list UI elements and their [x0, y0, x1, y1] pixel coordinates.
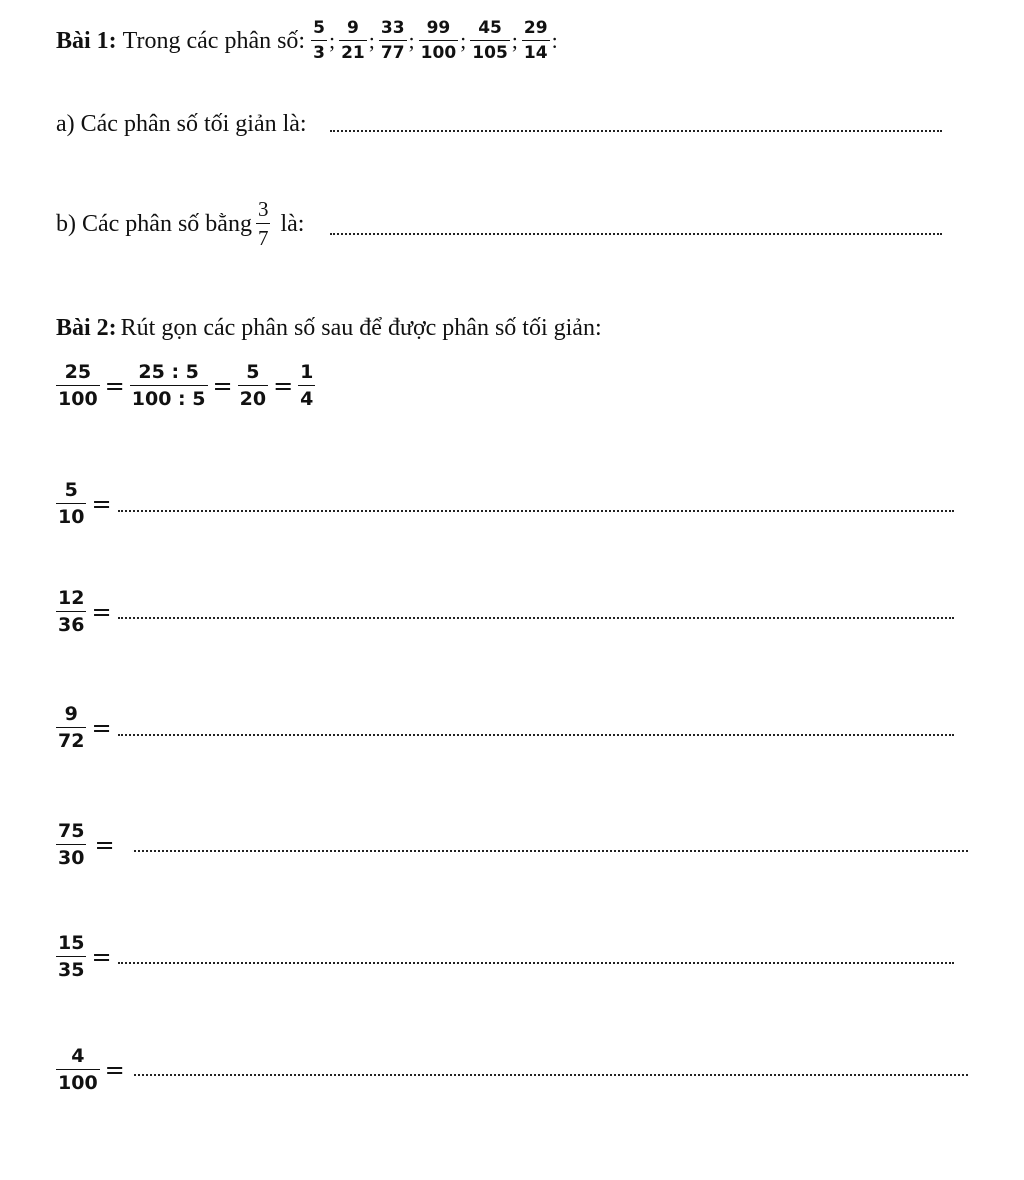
answer-line-6[interactable]	[134, 1074, 968, 1076]
bai1-part-b-suffix: là:	[280, 211, 305, 237]
bai2-label: Bài 2:	[56, 315, 117, 341]
bai1-intro: Trong các phân số:	[122, 28, 306, 54]
bai1-part-b-fraction: $\frac{3}{7}$	[257, 197, 269, 250]
example-fraction: $\frac{1}{4}$	[300, 361, 314, 410]
example-fraction: $\frac{5}{20}$	[239, 361, 267, 410]
bai1-part-a: a) Các phân số tối giản là:	[56, 111, 307, 137]
exercise-6: $\frac{4}{100}$ =	[58, 1045, 125, 1094]
exercise-fraction: $\frac{5}{10}$	[58, 479, 85, 528]
exercise-3: $\frac{9}{72}$ =	[58, 703, 112, 752]
answer-line-2[interactable]	[118, 617, 954, 619]
answer-line-1[interactable]	[118, 510, 954, 512]
exercise-5: $\frac{15}{35}$ =	[58, 932, 112, 981]
exercise-fraction: $\frac{9}{72}$	[58, 703, 85, 752]
bai2-heading-line	[56, 316, 602, 340]
exercise-1: $\frac{5}{10}$ =	[58, 479, 112, 528]
exercise-2: $\frac{12}{36}$ =	[58, 587, 112, 636]
exercise-fraction: $\frac{15}{35}$	[58, 932, 85, 981]
bai2-intro: Rút gọn các phân số sau để được phân số tối giản:	[120, 315, 602, 341]
bai1-fraction: $\frac{5}{3}$	[313, 18, 325, 63]
answer-line-5[interactable]	[118, 962, 954, 964]
answer-line-3[interactable]	[118, 734, 954, 736]
bai1-heading-line: Bài 1: Trong các phân số: $\frac{5}{3}$ ; $\frac{9}{21}$ ; $\frac{33}{77}$ ; $\frac{99}{100}$ ; $\frac{45}{105}$ ; $\frac{29}{14}$ :	[56, 18, 558, 63]
bai1-fraction: $\frac{29}{14}$	[523, 18, 548, 63]
exercise-fraction: $\frac{4}{100}$	[58, 1045, 98, 1094]
bai1-part-b-prefix: b) Các phân số bằng	[56, 211, 252, 237]
answer-line-b[interactable]	[330, 233, 942, 235]
bai1-label: Bài 1:	[56, 28, 117, 54]
example-fraction: $\frac{25}{100}$	[58, 361, 98, 410]
example-fraction: $\frac{25 : 5}{100 : 5}$	[131, 361, 206, 410]
bai1-fraction: $\frac{45}{105}$	[472, 18, 508, 63]
exercise-fraction: $\frac{75}{30}$	[58, 820, 85, 869]
bai1-fraction: $\frac{99}{100}$	[420, 18, 457, 63]
bai1-fraction: $\frac{9}{21}$	[341, 18, 365, 63]
bai2-example: $\frac{25}{100}$ = $\frac{25 : 5}{100 : 5}$ = $\frac{5}{20}$ = $\frac{1}{4}$	[58, 361, 314, 410]
exercise-fraction: $\frac{12}{36}$	[58, 587, 85, 636]
bai1-fraction: $\frac{33}{77}$	[380, 18, 405, 63]
answer-line-a[interactable]	[330, 130, 942, 132]
bai1-part-b	[56, 196, 304, 252]
exercise-4: $\frac{75}{30}$ =	[58, 820, 115, 869]
answer-line-4[interactable]	[134, 850, 968, 852]
